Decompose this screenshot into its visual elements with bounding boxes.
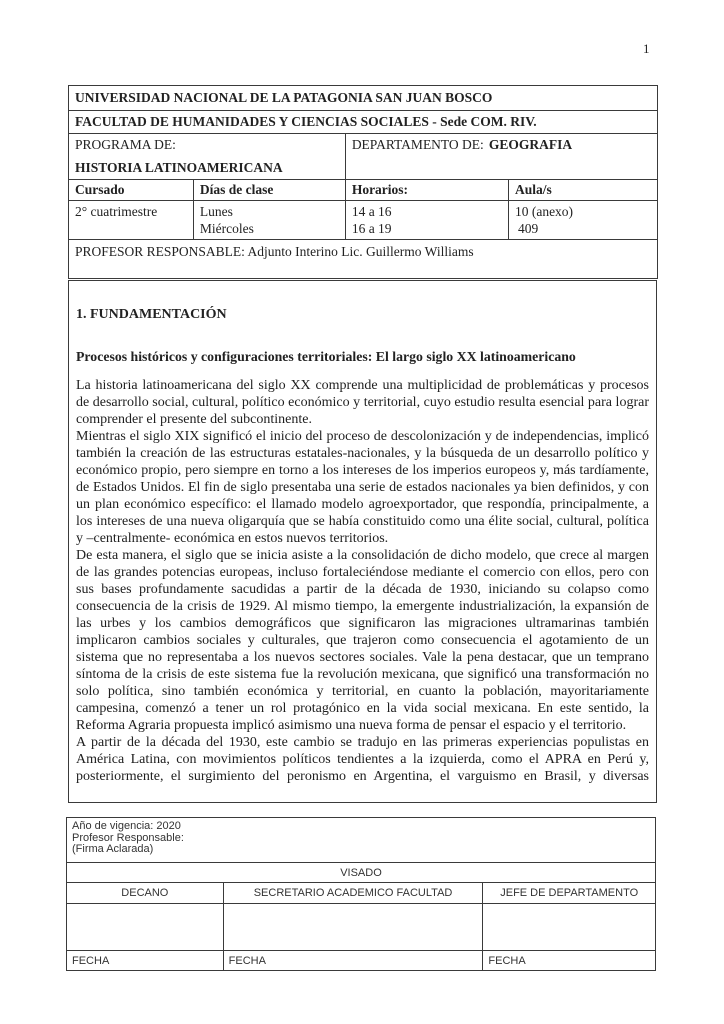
secretario-header: SECRETARIO ACADEMICO FACULTAD [223, 883, 483, 904]
jefe-signature-cell [483, 904, 656, 951]
program-cell [69, 134, 346, 180]
aula-1: 10 (anexo) [514, 204, 574, 219]
program-label: PROGRAMA DE: [75, 137, 176, 152]
body-paragraph: La historia latinoamericana del siglo XX comprende una multiplicidad de problemáticas y procesos de desarrollo social, cultural, político económico y territorial, cuyo estudio resulta esencial para lograr comprender el presente del subcontinente. [76, 378, 649, 427]
signature-space-row [67, 904, 656, 951]
department-cell [345, 134, 657, 180]
column-header-aula: Aula/s [508, 180, 657, 201]
column-header-cursado: Cursado [69, 180, 194, 201]
section-subtitle: Procesos históricos y configuraciones territoriales: El largo siglo XX latinoamericano [76, 349, 576, 364]
decano-signature-cell [67, 904, 224, 951]
visado-footer-table [66, 817, 656, 971]
column-header-horarios: Horarios: [345, 180, 508, 201]
university-title: UNIVERSIDAD NACIONAL DE LA PATAGONIA SAN JUAN BOSCO [69, 86, 658, 111]
profesor-responsable: PROFESOR RESPONSABLE: Adjunto Interino Lic. Guillermo Williams [69, 240, 658, 279]
jefe-header: JEFE DE DEPARTAMENTO [483, 883, 656, 904]
program-name: HISTORIA LATINOAMERICANA [75, 160, 283, 175]
aula-values [508, 201, 657, 240]
decano-header: DECANO [67, 883, 224, 904]
column-header-dias: Días de clase [193, 180, 345, 201]
aula-2: 409 [517, 221, 539, 236]
signature-header-row [67, 883, 656, 904]
cursado-term: 2° cuatrimestre [75, 204, 158, 219]
department-name: GEOGRAFIA [488, 137, 573, 152]
program-department-row [69, 134, 658, 180]
cursado-value [69, 201, 194, 240]
university-row [69, 86, 658, 111]
horario-2: 16 a 19 [351, 221, 392, 236]
visado-row [67, 863, 656, 883]
schedule-data-row [69, 201, 658, 240]
horarios-values [345, 201, 508, 240]
profesor-row [69, 240, 658, 279]
secretario-signature-cell [223, 904, 483, 951]
visado-label: VISADO [67, 863, 656, 883]
schedule-header-row [69, 180, 658, 201]
course-header-table [68, 85, 658, 279]
vigencia-label: Año de vigencia: 2020 [72, 820, 181, 832]
faculty-row [69, 111, 658, 134]
section-title: 1. FUNDAMENTACIÓN [76, 307, 227, 322]
fecha-label: FECHA [67, 951, 224, 971]
fecha-row [67, 951, 656, 971]
page-number: 1 [643, 41, 650, 56]
body-text-box [68, 280, 657, 803]
body-paragraph: Mientras el siglo XIX significó el inicio del proceso de descolonización y de independencias, implicó también la creación de las estructuras estatales-nacionales, y la búsqueda de un desarrollo político y económico propio, pero siempre en torno a los intereses de los imperios europeos y, más tardíamente, de Estados Unidos. El fin de siglo presentaba una serie de estados nacionales ya bien definidos, y con un plan económico específico: el llamado modelo agroexportador, que respondía, principalmente, a los intereses de una nueva oligarquía que se había constituido como una élite social, cultural, política y –centralmente- económica en estos nuevos territorios. [76, 429, 649, 546]
body-paragraph: De esta manera, el siglo que se inicia asiste a la consolidación de dicho modelo, que crece al margen de las grandes potencias europeas, incluso fortaleciéndose mediante el comercio con ellos, pero con sus bases profundamente sacudidas a partir de la década de 1930, iniciando su colapso como consecuencia de la crisis de 1929. Al mismo tiempo, la emergente industrialización, la expansión de las urbes y los cambios demográficos que significaron las migraciones ultramarinas también implicaron cambios sociales y culturales, que trajeron como consecuencia el agotamiento de un sistema que no representaba a los nuevos sectores sociales. Vale la pena destacar, que un temprano síntoma de la crisis de este sistema fue la revolución mexicana, que significó una transformación no solo política, sino también económica y territorial, en cuanto la población, mayoritariamente campesina, comenzó a tener un rol protagónico en la vida social mexicana. En este sentido, la Reforma Agraria propuesta implicó asimismo una nueva forma de pensar el espacio y el territorio. [76, 548, 649, 733]
horario-1: 14 a 16 [351, 204, 392, 219]
body-paragraph: A partir de la década del 1930, este cambio se tradujo en las primeras experiencias populistas en América Latina, con movimientos políticos tendientes a la izquierda, como el APRA en Perú y, posteriormente, el surgimiento del peronismo en Argentina, el varguismo en Brasil, y diversas [76, 735, 649, 784]
fecha-label: FECHA [223, 951, 483, 971]
dia-1: Lunes [199, 204, 233, 219]
faculty-title: FACULTAD DE HUMANIDADES Y CIENCIAS SOCIALES - Sede COM. RIV. [69, 111, 658, 134]
dias-values [193, 201, 345, 240]
vigencia-cell [67, 818, 656, 863]
dia-2: Miércoles [199, 221, 254, 236]
firma-aclarada-label: (Firma Aclarada) [72, 843, 154, 855]
department-label: DEPARTAMENTO DE: [351, 137, 484, 152]
profesor-responsable-label: Profesor Responsable: [72, 831, 184, 844]
vigencia-row [67, 818, 656, 863]
fecha-label: FECHA [483, 951, 656, 971]
